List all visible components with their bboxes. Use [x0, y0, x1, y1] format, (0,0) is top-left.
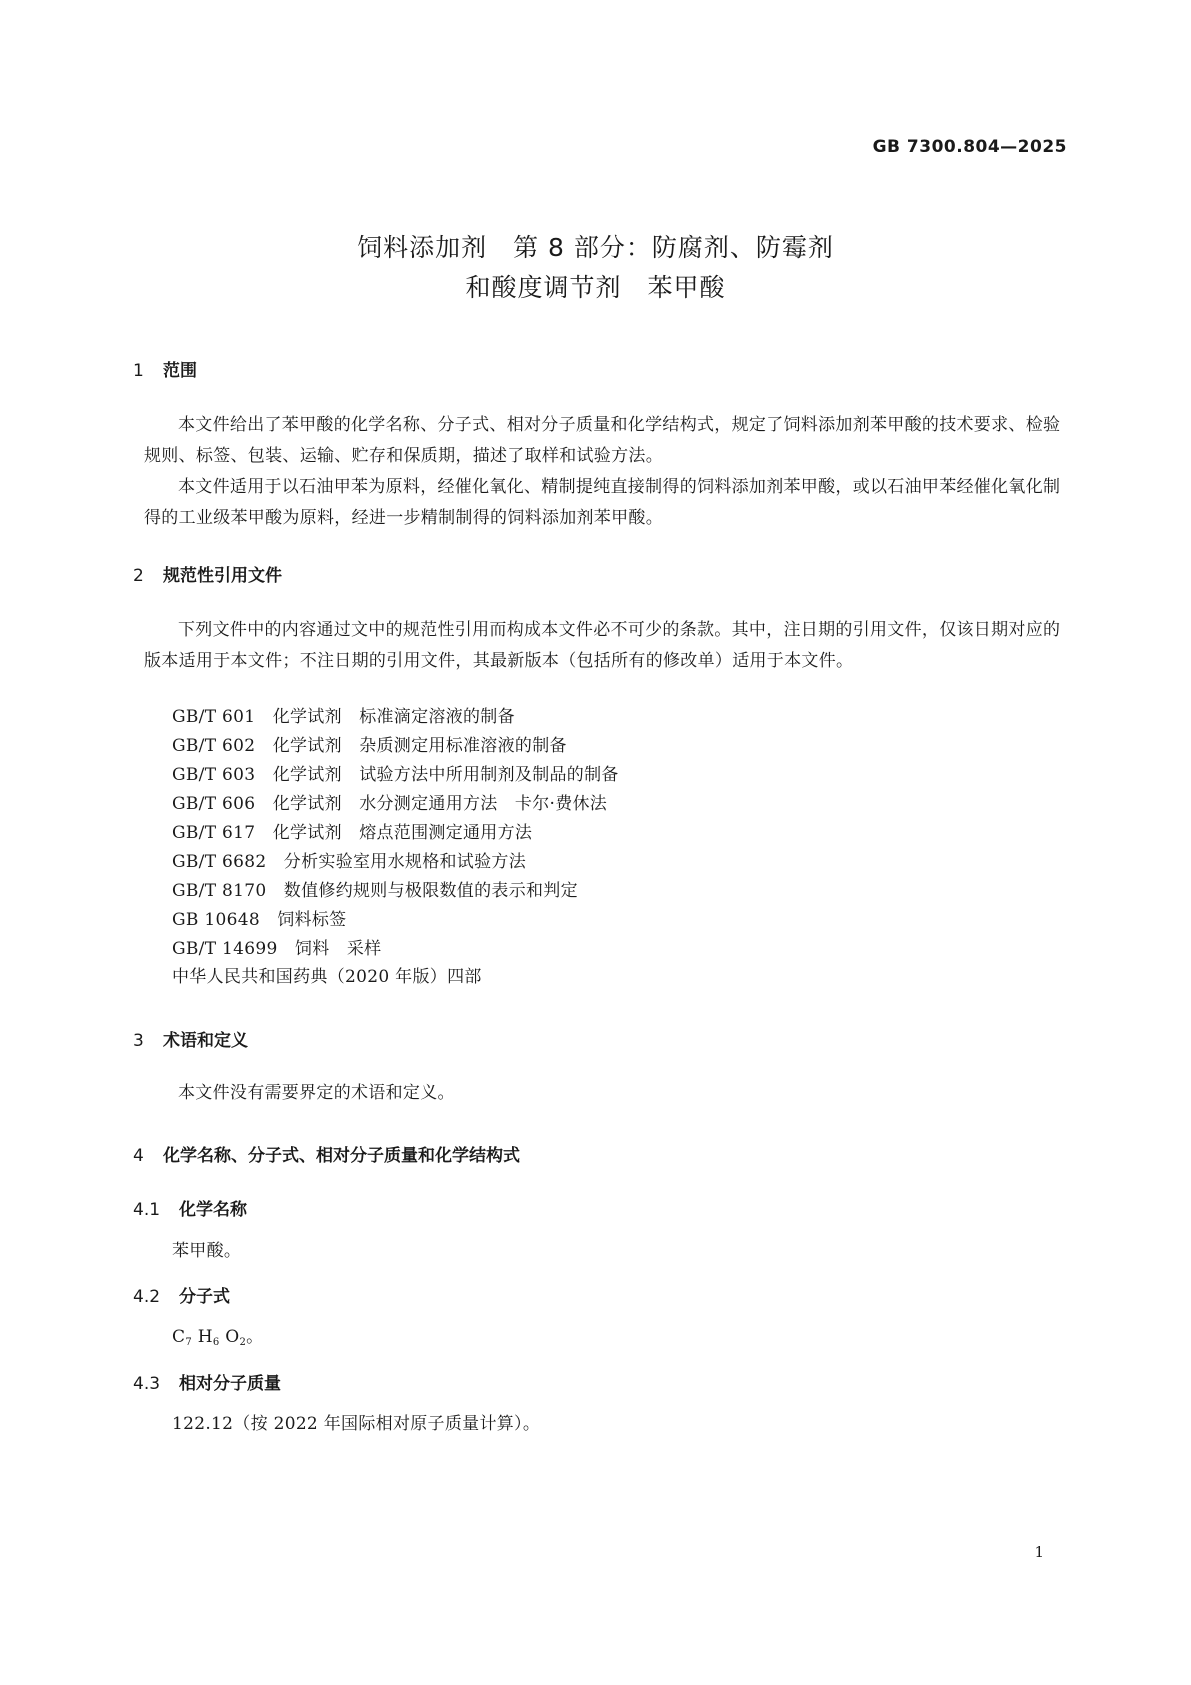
subsection-title: 相对分子质量: [179, 1374, 281, 1394]
section-number: 2: [133, 566, 144, 586]
subsection-title: 化学名称: [179, 1200, 247, 1220]
section-1-paragraph-1: 本文件给出了苯甲酸的化学名称、分子式、相对分子质量和化学结构式，规定了饲料添加剂苯甲酸的技术要求、检验规则、标签、包装、运输、贮存和保质期，描述了取样和试验方法。: [144, 415, 1061, 466]
section-3-paragraph-1: 本文件没有需要界定的术语和定义。: [178, 1083, 455, 1103]
formula-subscript: 7: [185, 1337, 192, 1348]
section-number: 1: [133, 361, 144, 381]
reference-item: GB/T 602 化学试剂 杂质测定用标准溶液的制备: [172, 736, 567, 756]
formula-element: O: [225, 1327, 240, 1347]
section-4-2-heading: [133, 1282, 230, 1307]
molecular-mass: 122.12（按 2022 年国际相对原子质量计算）。: [172, 1414, 541, 1434]
section-title: 范围: [163, 361, 197, 381]
reference-item: GB 10648 饲料标签: [172, 910, 347, 930]
reference-item: GB/T 6682 分析实验室用水规格和试验方法: [172, 852, 527, 872]
reference-item: GB/T 603 化学试剂 试验方法中所用制剂及制品的制备: [172, 765, 619, 785]
formula-element: H: [197, 1327, 213, 1347]
section-number: 4: [133, 1146, 144, 1166]
subsection-title: 分子式: [179, 1287, 230, 1307]
section-title: 术语和定义: [163, 1031, 248, 1051]
document-title-line-2: 和酸度调节剂 苯甲酸: [465, 273, 726, 302]
chemical-name: 苯甲酸。: [172, 1241, 242, 1261]
section-number: 3: [133, 1031, 144, 1051]
section-1-heading: [133, 356, 197, 381]
document-title-line-1: 饲料添加剂 第 8 部分：防腐剂、防霉剂: [357, 233, 834, 262]
reference-item: GB/T 14699 饲料 采样: [172, 939, 382, 959]
formula-element: C: [172, 1327, 186, 1347]
section-2-heading: [133, 561, 282, 586]
section-2-paragraph-1: 下列文件中的内容通过文中的规范性引用而构成本文件必不可少的条款。其中，注日期的引用文件，仅该日期对应的版本适用于本文件；不注日期的引用文件，其最新版本（包括所有的修改单）适用于本文件。: [144, 620, 1061, 671]
formula-subscript: 2: [239, 1337, 247, 1348]
molecular-formula: [172, 1322, 263, 1358]
subsection-number: 4.2: [133, 1287, 161, 1307]
section-4-heading: [133, 1141, 520, 1166]
section-title: 规范性引用文件: [163, 566, 282, 586]
formula-end: 。: [246, 1327, 264, 1347]
reference-item: GB/T 601 化学试剂 标准滴定溶液的制备: [172, 707, 515, 727]
formula-subscript: 6: [212, 1337, 220, 1348]
subsection-number: 4.1: [133, 1200, 161, 1220]
section-1-paragraph-2: 本文件适用于以石油甲苯为原料，经催化氧化、精制提纯直接制得的饲料添加剂苯甲酸，或以石油甲苯经催化氧化制得的工业级苯甲酸为原料，经进一步精制制得的饲料添加剂苯甲酸。: [144, 477, 1061, 528]
page-number: 1: [1034, 1543, 1044, 1561]
section-4-1-heading: [133, 1195, 247, 1220]
reference-item: GB/T 8170 数值修约规则与极限数值的表示和判定: [172, 881, 578, 901]
subsection-number: 4.3: [133, 1374, 161, 1394]
section-3-heading: [133, 1026, 248, 1051]
section-title: 化学名称、分子式、相对分子质量和化学结构式: [163, 1146, 520, 1166]
reference-item: 中华人民共和国药典（2020 年版）四部: [172, 967, 482, 987]
standard-number: GB 7300.804—2025: [872, 137, 1067, 157]
reference-item: GB/T 617 化学试剂 熔点范围测定通用方法: [172, 823, 533, 843]
reference-item: GB/T 606 化学试剂 水分测定通用方法 卡尔·费休法: [172, 794, 608, 814]
section-4-3-heading: [133, 1369, 281, 1394]
